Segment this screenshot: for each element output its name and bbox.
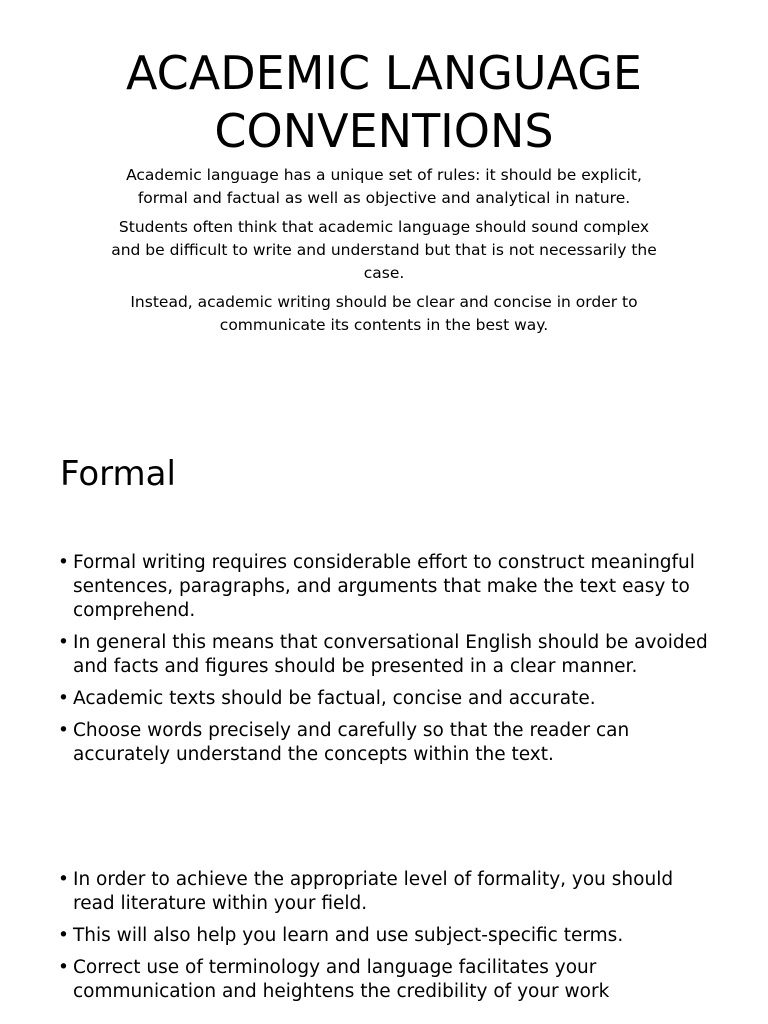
list-item (58, 551, 718, 623)
intro-text (104, 164, 664, 343)
bullet-list-formal (58, 551, 718, 775)
title-line-1: ACADEMIC LANGUAGE (126, 46, 642, 100)
bullet-icon: • (58, 925, 69, 946)
list-item (58, 687, 718, 711)
title-line-2: CONVENTIONS (214, 104, 554, 158)
list-item-text: Formal writing requires considerable effort to construct meaningful sentences, paragraphs, and arguments that make the text easy to comprehend. (73, 552, 695, 621)
list-item (58, 719, 718, 767)
section-heading: Formal (60, 454, 176, 494)
bullet-icon: • (58, 552, 69, 573)
bullet-list-formality (58, 868, 718, 1012)
list-item (58, 631, 718, 679)
page-title (0, 44, 768, 160)
list-item-text: In order to achieve the appropriate level of formality, you should read literature within your field. (73, 869, 674, 914)
bullet-icon: • (58, 720, 69, 741)
intro-paragraph: Academic language has a unique set of rules: it should be explicit, formal and factual as well as objective and analytical in nature. (126, 166, 642, 207)
bullet-icon: • (58, 632, 69, 653)
list-item-text: Correct use of terminology and language facilitates your communication and heightens the credibility of your work (73, 957, 610, 1002)
list-item-text: Choose words precisely and carefully so that the reader can accurately understand the concepts within the text. (73, 720, 630, 765)
list-item (58, 924, 718, 948)
list-item (58, 956, 718, 1004)
bullet-icon: • (58, 869, 69, 890)
list-item-text: Academic texts should be factual, concise and accurate. (73, 688, 596, 709)
bullet-icon: • (58, 688, 69, 709)
list-item-text: In general this means that conversational English should be avoided and facts and figures should be presented in a clear manner. (73, 632, 708, 677)
intro-paragraph: Students often think that academic language should sound complex and be difficult to write and understand but that is not necessarily the case. (111, 218, 657, 282)
list-item-text: This will also help you learn and use subject-specific terms. (73, 925, 624, 946)
list-item (58, 868, 718, 916)
bullet-icon: • (58, 957, 69, 978)
intro-paragraph: Instead, academic writing should be clear and concise in order to communicate its contents in the best way. (130, 293, 638, 334)
